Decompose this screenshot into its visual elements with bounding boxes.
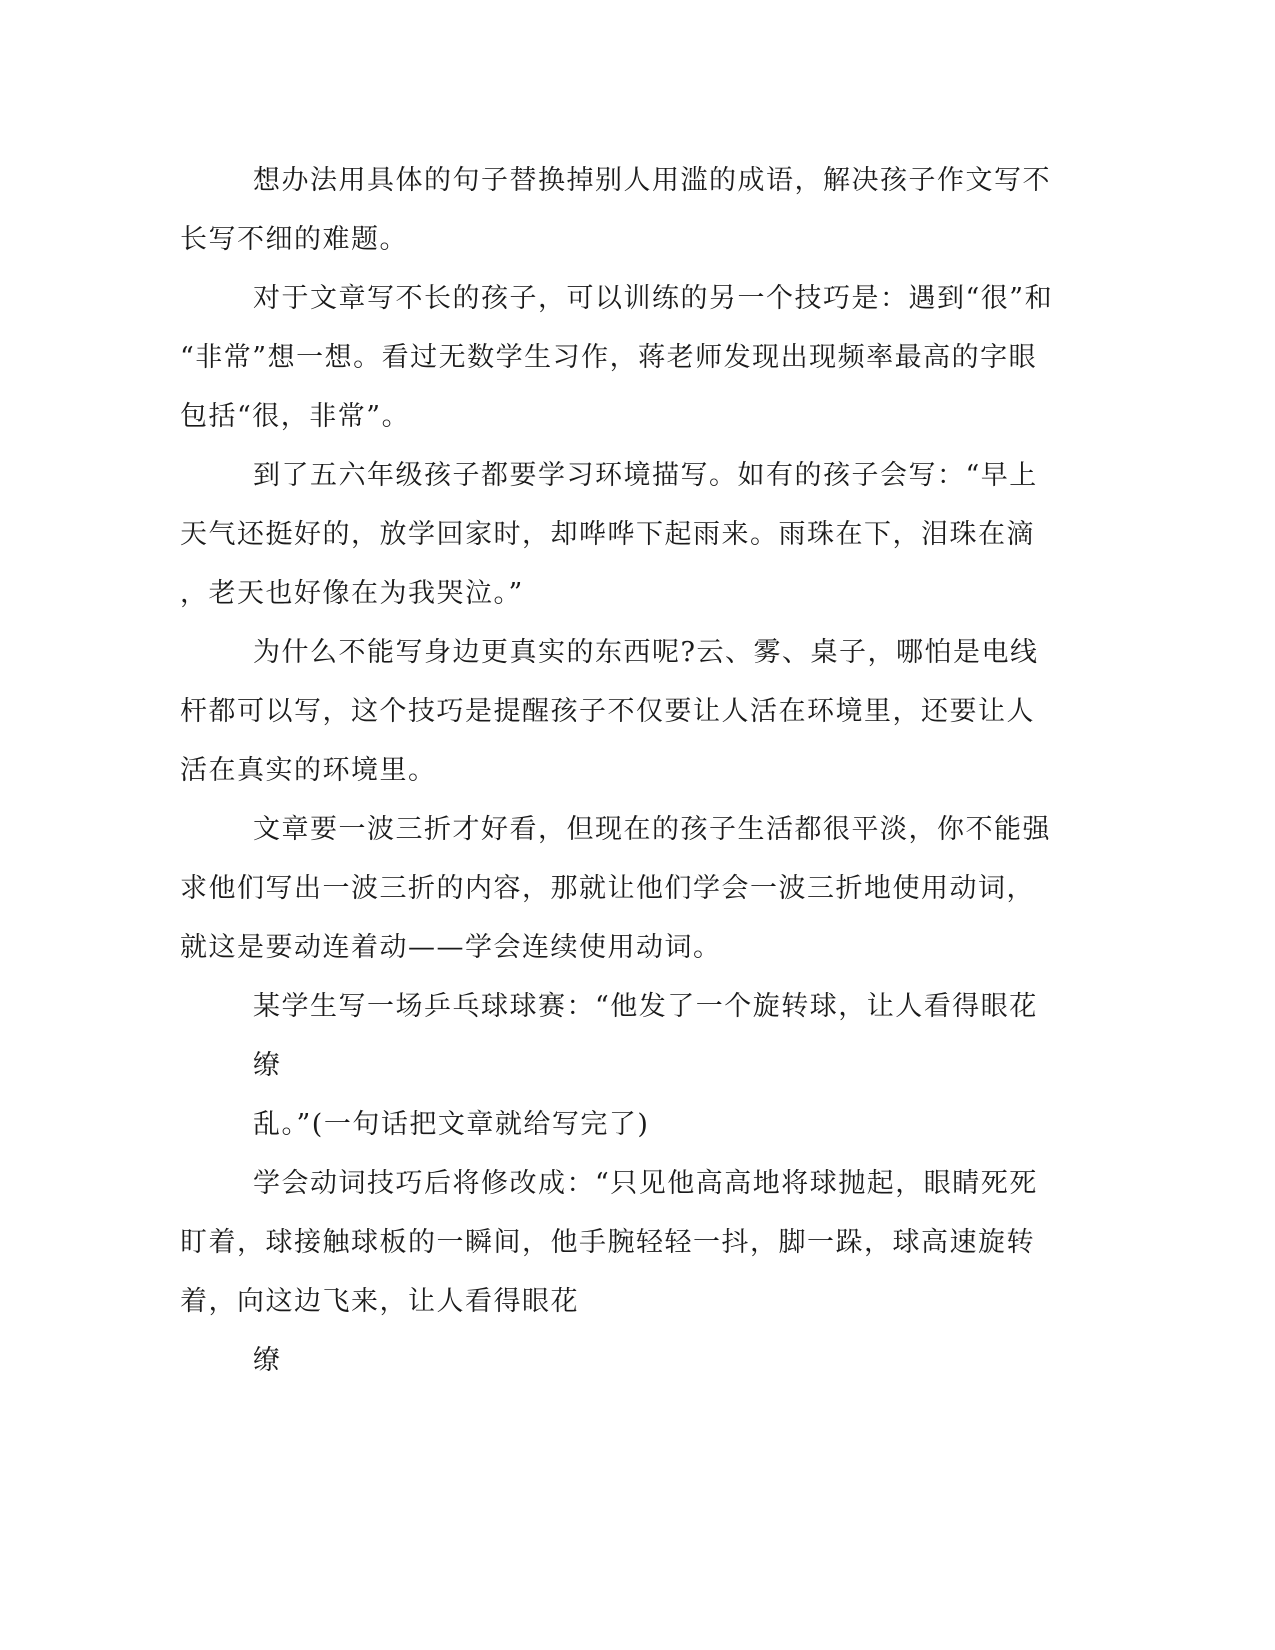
text-line: 杆都可以写，这个技巧是提醒孩子不仅要让人活在环境里，还要让人: [180, 696, 1035, 727]
text-line: 着，向这边飞来，让人看得眼花: [180, 1286, 579, 1317]
text-line: 就这是要动连着动——学会连续使用动词。: [180, 932, 722, 963]
text-line: 缭: [253, 1345, 282, 1376]
text-line: 对于文章写不长的孩子，可以训练的另一个技巧是：遇到“很”和: [253, 283, 1054, 314]
text-line: 天气还挺好的，放学回家时，却哗哗下起雨来。雨珠在下，泪珠在滴: [180, 519, 1035, 550]
text-line: ，老天也好像在为我哭泣。”: [180, 578, 524, 609]
text-line: “非常”想一想。看过无数学生习作，蒋老师发现出现频率最高的字眼: [180, 342, 1038, 373]
text-line: 包括“很，非常”。: [180, 401, 411, 432]
text-line: 想办法用具体的句子替换掉别人用滥的成语，解决孩子作文写不: [253, 165, 1051, 196]
text-line: 盯着，球接触球板的一瞬间，他手腕轻轻一抖，脚一跺，球高速旋转: [180, 1227, 1035, 1258]
text-line: 学会动词技巧后将修改成：“只见他高高地将球抛起，眼睛死死: [253, 1168, 1038, 1199]
text-line: 活在真实的环境里。: [180, 755, 437, 786]
text-line: 缭: [253, 1050, 282, 1081]
text-line: 某学生写一场乒乓球球赛：“他发了一个旋转球，让人看得眼花: [253, 991, 1038, 1022]
text-line: 求他们写出一波三折的内容，那就让他们学会一波三折地使用动词，: [180, 873, 1035, 904]
text-line: 到了五六年级孩子都要学习环境描写。如有的孩子会写：“早上: [253, 460, 1038, 491]
text-line: 文章要一波三折才好看，但现在的孩子生活都很平淡，你不能强: [253, 814, 1051, 845]
text-line: 为什么不能写身边更真实的东西呢?云、雾、桌子，哪怕是电线: [253, 637, 1039, 668]
text-line: 长写不细的难题。: [180, 224, 408, 255]
text-line: 乱。”(一句话把文章就给写完了): [253, 1109, 650, 1140]
